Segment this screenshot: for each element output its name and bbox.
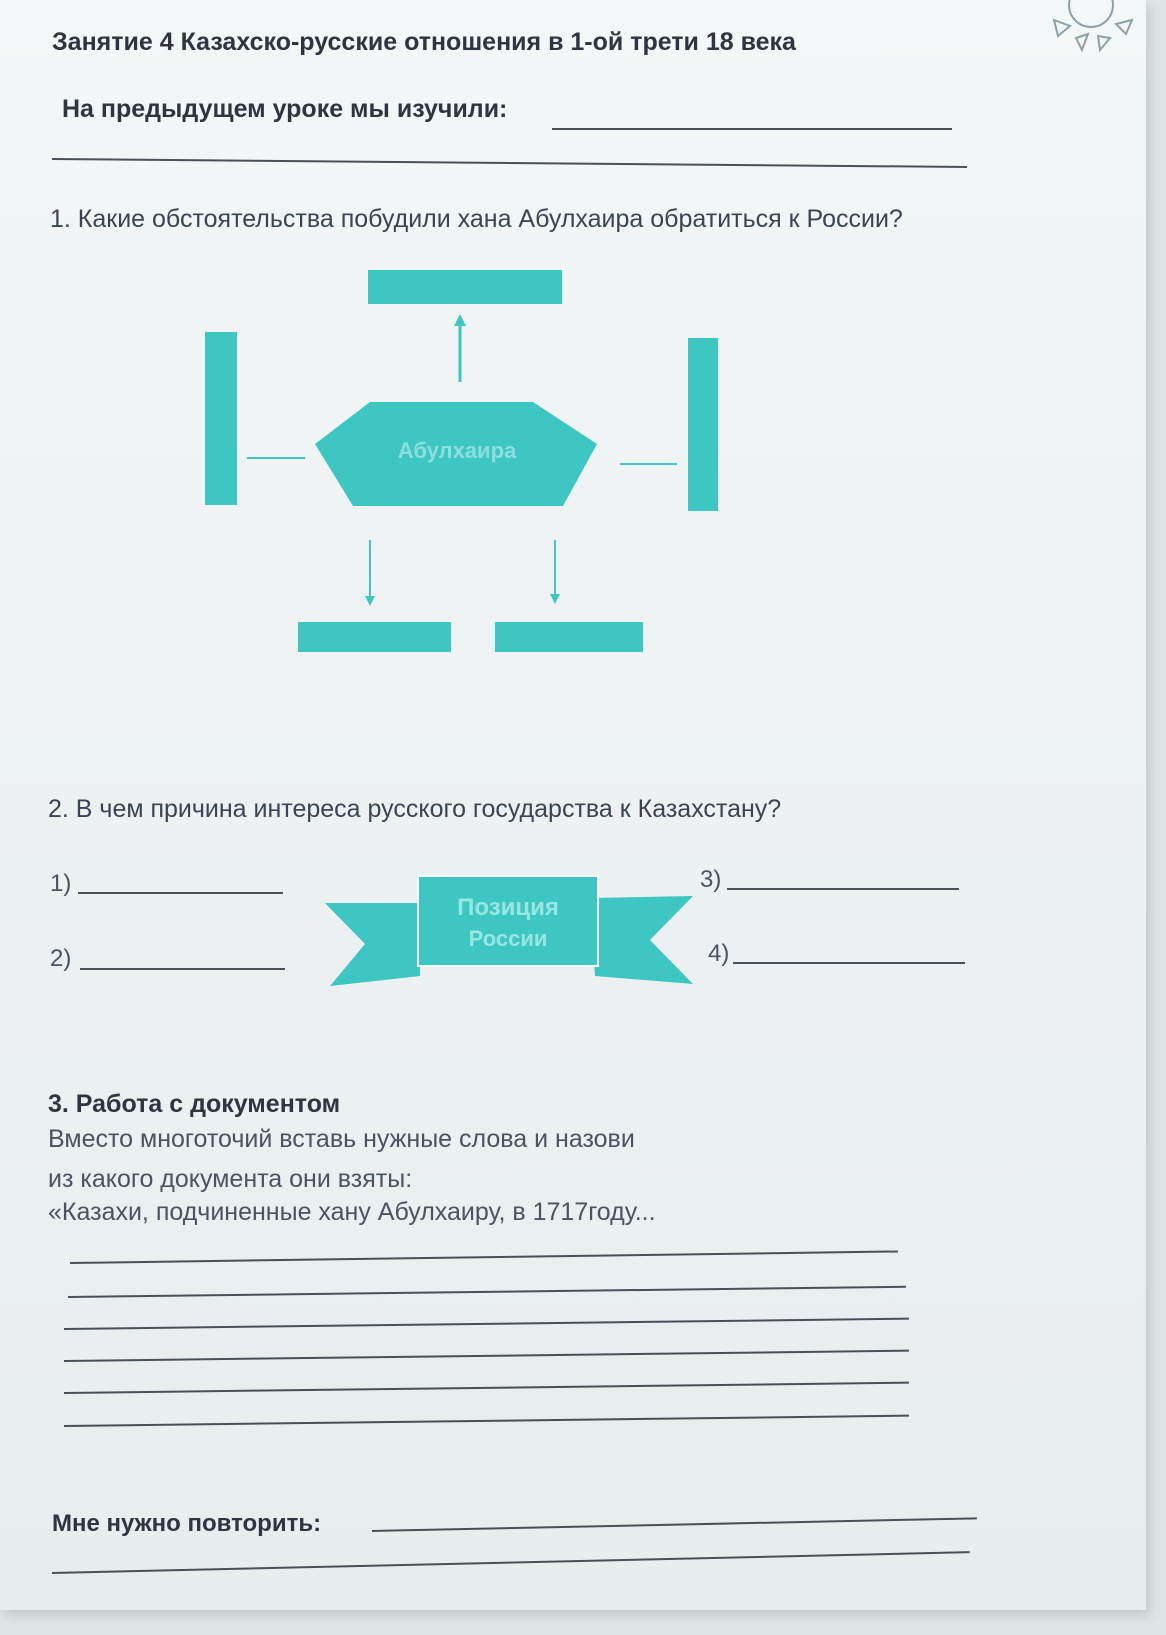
answer-line[interactable] xyxy=(80,968,285,970)
lesson-title: Занятие 4 Казахско-русские отношения в 1-ой трети 18 века xyxy=(52,28,796,56)
answer-line[interactable] xyxy=(727,888,959,890)
diagram-box-bottom-right xyxy=(495,622,643,652)
item-3-label: 3) xyxy=(700,866,722,893)
khan-label: Абулхаира xyxy=(397,438,517,463)
repeat-label: Мне нужно повторить: xyxy=(52,1510,322,1537)
answer-line[interactable] xyxy=(733,962,965,964)
diagram-box-left xyxy=(205,332,237,505)
question-1: 1. Какие обстоятельства побудили хана Абулхаира обратиться к России? xyxy=(50,205,903,233)
diagram-box-right xyxy=(688,338,718,511)
previous-lesson-label: На предыдущем уроке мы изучили: xyxy=(62,95,508,123)
banner-center xyxy=(418,876,598,966)
item-1-label: 1) xyxy=(50,870,72,897)
instruction-line-1: Вместо многоточий вставь нужные слова и назови xyxy=(48,1125,635,1153)
banner-line-1: Позиция xyxy=(457,894,559,921)
answer-line[interactable] xyxy=(552,128,952,130)
banner-tail-left xyxy=(325,903,420,986)
diagram-box-top xyxy=(368,270,562,304)
question-3-heading: 3. Работа с документом xyxy=(48,1090,341,1118)
answer-line[interactable] xyxy=(78,892,283,894)
document-quote: «Казахи, подчиненные хану Абулхаиру, в 1717году... xyxy=(48,1198,656,1226)
sun-icon xyxy=(1036,0,1146,70)
banner-line-2: России xyxy=(468,926,548,951)
question-2: 2. В чем причина интереса русского государства к Казахстану? xyxy=(48,795,782,823)
russia-position-banner xyxy=(325,868,695,998)
item-4-label: 4) xyxy=(708,940,730,967)
item-2-label: 2) xyxy=(50,945,72,972)
banner-tail-right xyxy=(590,896,693,984)
khan-diagram xyxy=(195,270,755,670)
diagram-box-bottom-left xyxy=(298,622,451,652)
instruction-line-2: из какого документа они взяты: xyxy=(48,1165,413,1193)
